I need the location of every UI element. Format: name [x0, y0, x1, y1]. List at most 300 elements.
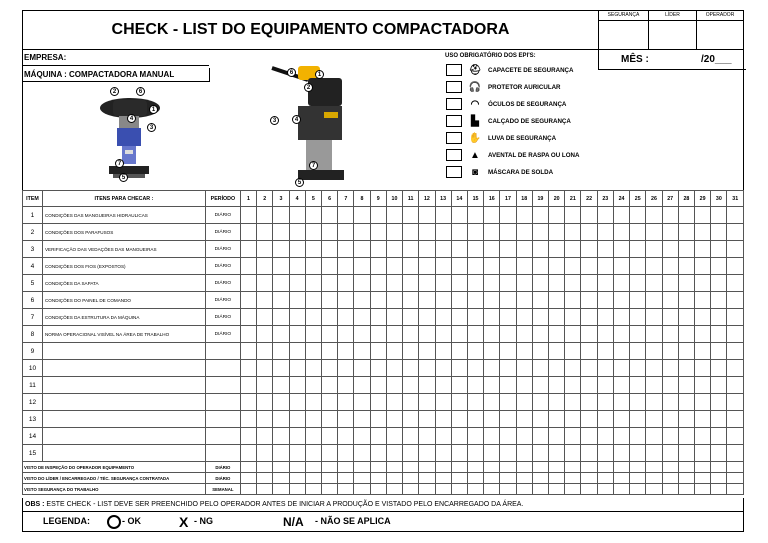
check-cell[interactable]	[467, 445, 483, 462]
check-cell[interactable]	[451, 309, 467, 326]
signature-cell[interactable]	[727, 462, 744, 473]
check-cell[interactable]	[646, 377, 662, 394]
signature-cell[interactable]	[565, 473, 581, 484]
check-cell[interactable]	[662, 309, 678, 326]
check-cell[interactable]	[500, 207, 516, 224]
check-cell[interactable]	[516, 343, 532, 360]
check-cell[interactable]	[321, 394, 337, 411]
check-cell[interactable]	[419, 360, 435, 377]
check-cell[interactable]	[549, 207, 565, 224]
check-cell[interactable]	[646, 428, 662, 445]
check-cell[interactable]	[273, 292, 289, 309]
check-cell[interactable]	[354, 360, 370, 377]
epi-checkbox[interactable]	[446, 81, 462, 93]
check-cell[interactable]	[435, 275, 451, 292]
check-cell[interactable]	[727, 207, 744, 224]
check-cell[interactable]	[467, 411, 483, 428]
check-cell[interactable]	[613, 309, 629, 326]
signature-cell[interactable]	[532, 484, 548, 495]
epi-checkbox[interactable]	[446, 64, 462, 76]
check-cell[interactable]	[532, 292, 548, 309]
check-cell[interactable]	[484, 360, 500, 377]
check-cell[interactable]	[451, 326, 467, 343]
signature-cell[interactable]	[240, 462, 256, 473]
check-cell[interactable]	[257, 360, 273, 377]
check-cell[interactable]	[549, 428, 565, 445]
signature-cell[interactable]	[597, 484, 613, 495]
signature-cell[interactable]	[370, 484, 386, 495]
signature-cell[interactable]	[257, 484, 273, 495]
check-cell[interactable]	[370, 343, 386, 360]
check-cell[interactable]	[565, 275, 581, 292]
check-cell[interactable]	[338, 207, 354, 224]
check-cell[interactable]	[386, 445, 402, 462]
check-cell[interactable]	[565, 428, 581, 445]
check-cell[interactable]	[451, 207, 467, 224]
check-cell[interactable]	[370, 241, 386, 258]
signature-cell[interactable]	[678, 484, 694, 495]
check-cell[interactable]	[240, 292, 256, 309]
signature-cell[interactable]	[484, 462, 500, 473]
check-cell[interactable]	[467, 343, 483, 360]
check-cell[interactable]	[662, 224, 678, 241]
check-cell[interactable]	[678, 292, 694, 309]
check-cell[interactable]	[662, 445, 678, 462]
signature-cell[interactable]	[289, 462, 305, 473]
check-cell[interactable]	[565, 411, 581, 428]
check-cell[interactable]	[662, 360, 678, 377]
signature-box-seguranca[interactable]	[598, 11, 648, 49]
signature-cell[interactable]	[613, 462, 629, 473]
check-cell[interactable]	[727, 377, 744, 394]
check-cell[interactable]	[646, 326, 662, 343]
signature-cell[interactable]	[273, 473, 289, 484]
check-cell[interactable]	[678, 241, 694, 258]
check-cell[interactable]	[257, 343, 273, 360]
signature-cell[interactable]	[630, 462, 646, 473]
check-cell[interactable]	[613, 377, 629, 394]
check-cell[interactable]	[305, 377, 321, 394]
check-cell[interactable]	[386, 258, 402, 275]
check-cell[interactable]	[695, 428, 711, 445]
check-cell[interactable]	[386, 343, 402, 360]
check-cell[interactable]	[662, 377, 678, 394]
check-cell[interactable]	[500, 258, 516, 275]
check-cell[interactable]	[370, 292, 386, 309]
check-cell[interactable]	[613, 360, 629, 377]
check-cell[interactable]	[305, 360, 321, 377]
signature-cell[interactable]	[273, 462, 289, 473]
check-cell[interactable]	[305, 394, 321, 411]
check-cell[interactable]	[403, 343, 419, 360]
check-cell[interactable]	[549, 275, 565, 292]
check-cell[interactable]	[321, 275, 337, 292]
check-cell[interactable]	[662, 394, 678, 411]
signature-cell[interactable]	[613, 473, 629, 484]
check-cell[interactable]	[240, 275, 256, 292]
check-cell[interactable]	[727, 309, 744, 326]
check-cell[interactable]	[289, 394, 305, 411]
check-cell[interactable]	[403, 360, 419, 377]
check-cell[interactable]	[500, 326, 516, 343]
signature-cell[interactable]	[711, 462, 727, 473]
check-cell[interactable]	[419, 258, 435, 275]
check-cell[interactable]	[727, 411, 744, 428]
check-cell[interactable]	[678, 326, 694, 343]
check-cell[interactable]	[727, 275, 744, 292]
check-cell[interactable]	[321, 207, 337, 224]
check-cell[interactable]	[500, 445, 516, 462]
signature-cell[interactable]	[646, 484, 662, 495]
check-cell[interactable]	[273, 343, 289, 360]
signature-cell[interactable]	[289, 484, 305, 495]
signature-cell[interactable]	[727, 484, 744, 495]
check-cell[interactable]	[419, 326, 435, 343]
signature-cell[interactable]	[257, 462, 273, 473]
check-cell[interactable]	[451, 292, 467, 309]
check-cell[interactable]	[370, 394, 386, 411]
check-cell[interactable]	[419, 428, 435, 445]
check-cell[interactable]	[711, 241, 727, 258]
check-cell[interactable]	[484, 445, 500, 462]
signature-cell[interactable]	[581, 462, 597, 473]
check-cell[interactable]	[305, 309, 321, 326]
check-cell[interactable]	[467, 326, 483, 343]
check-cell[interactable]	[630, 343, 646, 360]
check-cell[interactable]	[662, 411, 678, 428]
check-cell[interactable]	[646, 258, 662, 275]
check-cell[interactable]	[305, 411, 321, 428]
check-cell[interactable]	[532, 326, 548, 343]
signature-cell[interactable]	[581, 473, 597, 484]
check-cell[interactable]	[273, 411, 289, 428]
check-cell[interactable]	[257, 224, 273, 241]
check-cell[interactable]	[451, 394, 467, 411]
signature-cell[interactable]	[467, 473, 483, 484]
check-cell[interactable]	[516, 445, 532, 462]
signature-cell[interactable]	[240, 484, 256, 495]
check-cell[interactable]	[646, 275, 662, 292]
check-cell[interactable]	[484, 411, 500, 428]
check-cell[interactable]	[467, 241, 483, 258]
check-cell[interactable]	[646, 292, 662, 309]
check-cell[interactable]	[257, 207, 273, 224]
signature-cell[interactable]	[305, 462, 321, 473]
signature-cell[interactable]	[273, 484, 289, 495]
check-cell[interactable]	[354, 394, 370, 411]
check-cell[interactable]	[435, 445, 451, 462]
check-cell[interactable]	[581, 275, 597, 292]
check-cell[interactable]	[695, 292, 711, 309]
check-cell[interactable]	[273, 377, 289, 394]
check-cell[interactable]	[597, 292, 613, 309]
signature-cell[interactable]	[549, 462, 565, 473]
check-cell[interactable]	[273, 224, 289, 241]
check-cell[interactable]	[273, 445, 289, 462]
signature-cell[interactable]	[386, 473, 402, 484]
check-cell[interactable]	[484, 275, 500, 292]
check-cell[interactable]	[613, 445, 629, 462]
check-cell[interactable]	[419, 309, 435, 326]
check-cell[interactable]	[613, 428, 629, 445]
check-cell[interactable]	[581, 224, 597, 241]
check-cell[interactable]	[613, 411, 629, 428]
check-cell[interactable]	[630, 207, 646, 224]
check-cell[interactable]	[419, 445, 435, 462]
check-cell[interactable]	[532, 445, 548, 462]
check-cell[interactable]	[695, 207, 711, 224]
check-cell[interactable]	[678, 207, 694, 224]
check-cell[interactable]	[419, 207, 435, 224]
check-cell[interactable]	[613, 224, 629, 241]
check-cell[interactable]	[240, 241, 256, 258]
signature-cell[interactable]	[435, 484, 451, 495]
check-cell[interactable]	[662, 241, 678, 258]
check-cell[interactable]	[678, 224, 694, 241]
check-cell[interactable]	[240, 224, 256, 241]
signature-cell[interactable]	[678, 473, 694, 484]
check-cell[interactable]	[565, 258, 581, 275]
signature-cell[interactable]	[532, 462, 548, 473]
check-cell[interactable]	[727, 360, 744, 377]
check-cell[interactable]	[370, 326, 386, 343]
signature-cell[interactable]	[419, 484, 435, 495]
check-cell[interactable]	[240, 207, 256, 224]
check-cell[interactable]	[321, 258, 337, 275]
check-cell[interactable]	[549, 394, 565, 411]
check-cell[interactable]	[370, 445, 386, 462]
check-cell[interactable]	[516, 326, 532, 343]
signature-cell[interactable]	[257, 473, 273, 484]
check-cell[interactable]	[646, 207, 662, 224]
check-cell[interactable]	[386, 394, 402, 411]
check-cell[interactable]	[321, 411, 337, 428]
check-cell[interactable]	[435, 360, 451, 377]
check-cell[interactable]	[727, 326, 744, 343]
signature-cell[interactable]	[435, 462, 451, 473]
check-cell[interactable]	[646, 411, 662, 428]
check-cell[interactable]	[711, 394, 727, 411]
signature-cell[interactable]	[516, 462, 532, 473]
check-cell[interactable]	[289, 258, 305, 275]
check-cell[interactable]	[613, 292, 629, 309]
signature-cell[interactable]	[662, 473, 678, 484]
check-cell[interactable]	[403, 309, 419, 326]
epi-checkbox[interactable]	[446, 132, 462, 144]
check-cell[interactable]	[354, 241, 370, 258]
signature-cell[interactable]	[338, 462, 354, 473]
check-cell[interactable]	[516, 224, 532, 241]
check-cell[interactable]	[597, 445, 613, 462]
check-cell[interactable]	[240, 445, 256, 462]
check-cell[interactable]	[532, 343, 548, 360]
check-cell[interactable]	[305, 241, 321, 258]
check-cell[interactable]	[630, 428, 646, 445]
signature-cell[interactable]	[711, 484, 727, 495]
check-cell[interactable]	[403, 445, 419, 462]
check-cell[interactable]	[435, 258, 451, 275]
check-cell[interactable]	[500, 377, 516, 394]
check-cell[interactable]	[500, 411, 516, 428]
check-cell[interactable]	[630, 360, 646, 377]
check-cell[interactable]	[257, 275, 273, 292]
check-cell[interactable]	[403, 207, 419, 224]
check-cell[interactable]	[597, 258, 613, 275]
check-cell[interactable]	[289, 292, 305, 309]
check-cell[interactable]	[273, 394, 289, 411]
check-cell[interactable]	[711, 275, 727, 292]
check-cell[interactable]	[403, 275, 419, 292]
month-box[interactable]	[598, 50, 746, 70]
check-cell[interactable]	[678, 377, 694, 394]
check-cell[interactable]	[386, 309, 402, 326]
check-cell[interactable]	[338, 258, 354, 275]
check-cell[interactable]	[646, 394, 662, 411]
check-cell[interactable]	[549, 360, 565, 377]
check-cell[interactable]	[305, 224, 321, 241]
check-cell[interactable]	[419, 275, 435, 292]
signature-cell[interactable]	[516, 473, 532, 484]
check-cell[interactable]	[321, 326, 337, 343]
check-cell[interactable]	[419, 241, 435, 258]
check-cell[interactable]	[338, 275, 354, 292]
check-cell[interactable]	[386, 360, 402, 377]
epi-checkbox[interactable]	[446, 98, 462, 110]
check-cell[interactable]	[597, 428, 613, 445]
check-cell[interactable]	[273, 258, 289, 275]
check-cell[interactable]	[257, 309, 273, 326]
check-cell[interactable]	[403, 326, 419, 343]
check-cell[interactable]	[321, 360, 337, 377]
signature-cell[interactable]	[695, 473, 711, 484]
check-cell[interactable]	[484, 309, 500, 326]
check-cell[interactable]	[630, 275, 646, 292]
check-cell[interactable]	[273, 275, 289, 292]
signature-box-operador[interactable]	[696, 11, 743, 49]
check-cell[interactable]	[338, 411, 354, 428]
check-cell[interactable]	[289, 445, 305, 462]
check-cell[interactable]	[613, 258, 629, 275]
check-cell[interactable]	[549, 292, 565, 309]
check-cell[interactable]	[646, 360, 662, 377]
check-cell[interactable]	[467, 394, 483, 411]
epi-checkbox[interactable]	[446, 115, 462, 127]
check-cell[interactable]	[435, 224, 451, 241]
signature-cell[interactable]	[695, 462, 711, 473]
check-cell[interactable]	[386, 292, 402, 309]
signature-cell[interactable]	[451, 462, 467, 473]
check-cell[interactable]	[467, 309, 483, 326]
signature-cell[interactable]	[646, 462, 662, 473]
check-cell[interactable]	[338, 428, 354, 445]
signature-cell[interactable]	[305, 473, 321, 484]
check-cell[interactable]	[435, 377, 451, 394]
check-cell[interactable]	[597, 343, 613, 360]
check-cell[interactable]	[646, 309, 662, 326]
signature-cell[interactable]	[662, 462, 678, 473]
check-cell[interactable]	[662, 258, 678, 275]
signature-cell[interactable]	[711, 473, 727, 484]
check-cell[interactable]	[305, 275, 321, 292]
check-cell[interactable]	[257, 428, 273, 445]
check-cell[interactable]	[435, 428, 451, 445]
check-cell[interactable]	[435, 394, 451, 411]
check-cell[interactable]	[451, 224, 467, 241]
check-cell[interactable]	[565, 394, 581, 411]
check-cell[interactable]	[549, 377, 565, 394]
signature-cell[interactable]	[516, 484, 532, 495]
signature-cell[interactable]	[678, 462, 694, 473]
check-cell[interactable]	[240, 326, 256, 343]
check-cell[interactable]	[516, 428, 532, 445]
check-cell[interactable]	[354, 309, 370, 326]
check-cell[interactable]	[354, 411, 370, 428]
check-cell[interactable]	[338, 377, 354, 394]
check-cell[interactable]	[613, 241, 629, 258]
check-cell[interactable]	[727, 445, 744, 462]
check-cell[interactable]	[289, 343, 305, 360]
check-cell[interactable]	[581, 207, 597, 224]
check-cell[interactable]	[516, 394, 532, 411]
check-cell[interactable]	[257, 394, 273, 411]
check-cell[interactable]	[257, 326, 273, 343]
check-cell[interactable]	[711, 326, 727, 343]
check-cell[interactable]	[695, 377, 711, 394]
signature-cell[interactable]	[451, 473, 467, 484]
check-cell[interactable]	[403, 241, 419, 258]
signature-cell[interactable]	[386, 484, 402, 495]
check-cell[interactable]	[419, 377, 435, 394]
check-cell[interactable]	[549, 411, 565, 428]
check-cell[interactable]	[630, 394, 646, 411]
check-cell[interactable]	[581, 343, 597, 360]
check-cell[interactable]	[370, 275, 386, 292]
check-cell[interactable]	[581, 445, 597, 462]
check-cell[interactable]	[532, 258, 548, 275]
check-cell[interactable]	[613, 326, 629, 343]
check-cell[interactable]	[516, 411, 532, 428]
check-cell[interactable]	[532, 394, 548, 411]
check-cell[interactable]	[695, 445, 711, 462]
signature-cell[interactable]	[321, 484, 337, 495]
check-cell[interactable]	[532, 360, 548, 377]
signature-cell[interactable]	[597, 462, 613, 473]
check-cell[interactable]	[581, 326, 597, 343]
check-cell[interactable]	[727, 224, 744, 241]
check-cell[interactable]	[370, 309, 386, 326]
signature-cell[interactable]	[565, 462, 581, 473]
check-cell[interactable]	[467, 207, 483, 224]
signature-cell[interactable]	[581, 484, 597, 495]
check-cell[interactable]	[662, 275, 678, 292]
check-cell[interactable]	[662, 343, 678, 360]
check-cell[interactable]	[532, 428, 548, 445]
check-cell[interactable]	[516, 377, 532, 394]
signature-cell[interactable]	[549, 473, 565, 484]
check-cell[interactable]	[386, 326, 402, 343]
check-cell[interactable]	[597, 411, 613, 428]
check-cell[interactable]	[549, 309, 565, 326]
check-cell[interactable]	[695, 309, 711, 326]
signature-cell[interactable]	[500, 473, 516, 484]
check-cell[interactable]	[678, 394, 694, 411]
check-cell[interactable]	[370, 258, 386, 275]
check-cell[interactable]	[273, 360, 289, 377]
signature-cell[interactable]	[435, 473, 451, 484]
check-cell[interactable]	[467, 360, 483, 377]
check-cell[interactable]	[370, 377, 386, 394]
check-cell[interactable]	[711, 428, 727, 445]
